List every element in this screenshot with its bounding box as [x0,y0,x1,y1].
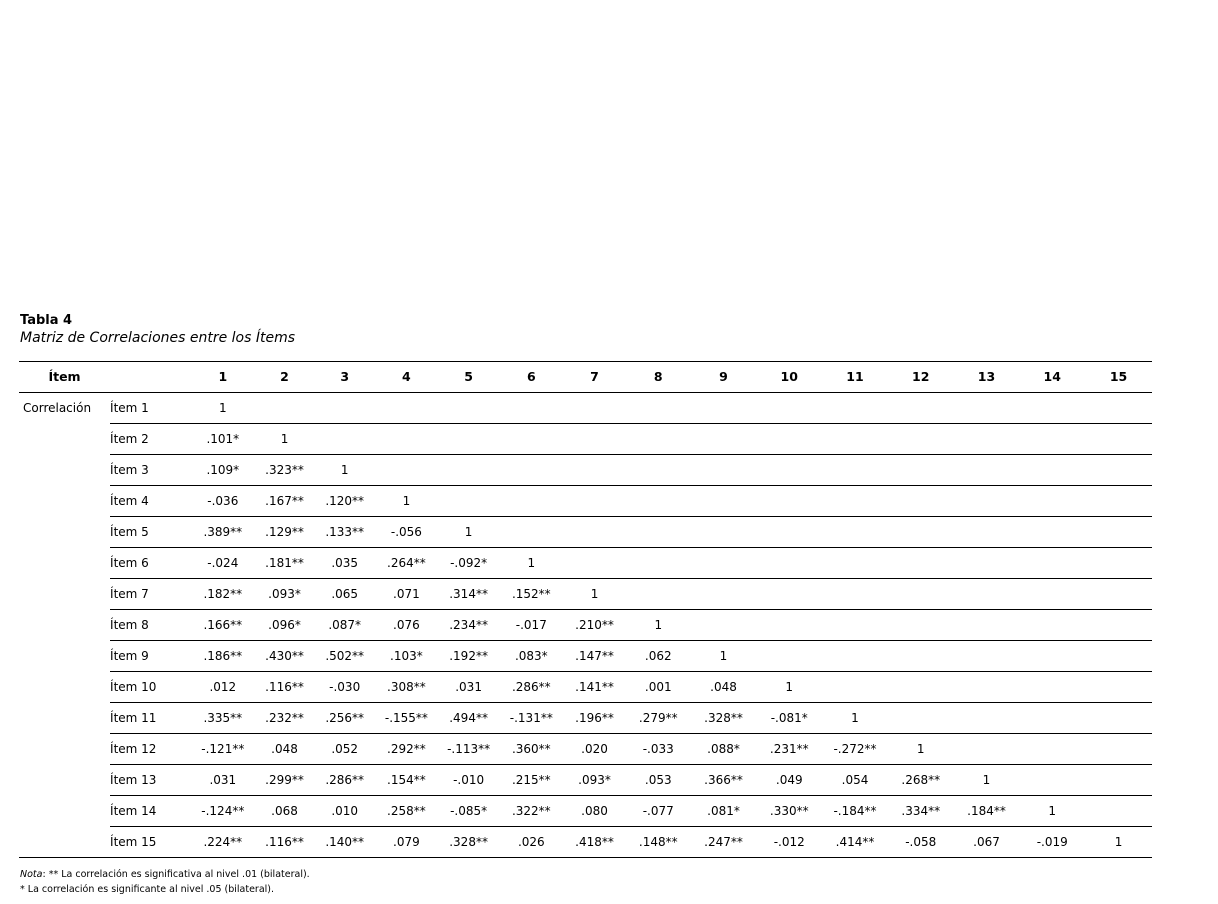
correlation-cell: .166** [191,610,255,641]
correlation-cell: .414** [822,827,888,858]
correlation-cell: .279** [626,703,691,734]
empty-cell [438,486,500,517]
correlation-cell: .053 [626,765,691,796]
table-row [19,765,1152,796]
empty-cell [822,424,888,455]
empty-cell [375,455,438,486]
empty-cell [1085,424,1152,455]
correlation-cell: .141** [563,672,626,703]
row-label: Ítem 6 [110,548,191,579]
correlation-cell: 1 [191,393,255,424]
row-label: Ítem 10 [110,672,191,703]
correlation-cell: 1 [888,734,954,765]
row-label: Ítem 14 [110,796,191,827]
correlation-cell: .328** [691,703,757,734]
empty-cell [756,455,822,486]
empty-cell [954,455,1020,486]
correlation-cell: -.113** [438,734,500,765]
empty-cell [888,672,954,703]
correlation-cell: 1 [438,517,500,548]
corner-header: Ítem [19,362,110,393]
empty-cell [314,393,375,424]
correlation-cell: .232** [255,703,315,734]
empty-cell [499,455,563,486]
correlation-cell: .182** [191,579,255,610]
nota-word: Nota [20,869,43,880]
correlation-cell: .215** [499,765,563,796]
empty-cell [1019,579,1085,610]
correlation-cell: .103* [375,641,438,672]
header-row [19,362,1152,393]
correlation-cell: .366** [691,765,757,796]
empty-cell [255,393,315,424]
empty-cell [954,579,1020,610]
empty-cell [1019,486,1085,517]
correlation-cell: .224** [191,827,255,858]
column-header-3: 3 [314,362,375,393]
correlation-cell: .268** [888,765,954,796]
empty-cell [822,486,888,517]
correlation-cell: .031 [191,765,255,796]
empty-cell [822,579,888,610]
correlation-cell: .264** [375,548,438,579]
correlation-cell: .062 [626,641,691,672]
correlation-cell: 1 [822,703,888,734]
correlation-cell: .148** [626,827,691,858]
empty-cell [1085,765,1152,796]
table-label: Tabla 4 [20,313,73,328]
correlation-cell: 1 [1085,827,1152,858]
row-label: Ítem 13 [110,765,191,796]
correlation-cell: .256** [314,703,375,734]
correlation-cell: .247** [691,827,757,858]
correlation-cell: -.058 [888,827,954,858]
empty-cell [954,548,1020,579]
correlation-cell: 1 [255,424,315,455]
empty-cell [822,672,888,703]
empty-cell [438,424,500,455]
correlation-cell: .140** [314,827,375,858]
table-header [19,362,1152,393]
empty-cell [499,393,563,424]
column-header-6: 6 [499,362,563,393]
correlation-cell: -.184** [822,796,888,827]
empty-cell [691,610,757,641]
correlation-cell: 1 [756,672,822,703]
empty-cell [888,424,954,455]
correlation-cell: 1 [1019,796,1085,827]
correlation-cell: .116** [255,672,315,703]
table-row [19,672,1152,703]
group-label: Correlación [19,393,110,858]
correlation-cell: .292** [375,734,438,765]
empty-cell [691,393,757,424]
correlation-cell: -.131** [499,703,563,734]
correlation-cell: .065 [314,579,375,610]
empty-cell [756,424,822,455]
empty-cell [888,548,954,579]
correlation-cell: .096* [255,610,315,641]
table-row [19,703,1152,734]
correlation-cell: .335** [191,703,255,734]
empty-cell [563,455,626,486]
row-label: Ítem 11 [110,703,191,734]
empty-cell [888,455,954,486]
correlation-cell: -.017 [499,610,563,641]
empty-cell [499,424,563,455]
table-row [19,424,1152,455]
correlation-cell: -.012 [756,827,822,858]
correlation-cell: .120** [314,486,375,517]
empty-cell [1019,703,1085,734]
correlation-cell: 1 [626,610,691,641]
empty-cell [626,579,691,610]
empty-cell [438,393,500,424]
empty-cell [954,517,1020,548]
correlation-cell: .334** [888,796,954,827]
correlation-cell: .067 [954,827,1020,858]
column-header-13: 13 [954,362,1020,393]
correlation-cell: .328** [438,827,500,858]
correlation-cell: .389** [191,517,255,548]
row-label: Ítem 5 [110,517,191,548]
row-label: Ítem 12 [110,734,191,765]
empty-cell [438,455,500,486]
correlation-cell: .087* [314,610,375,641]
table-row [19,393,1152,424]
empty-cell [1019,548,1085,579]
correlation-cell: .147** [563,641,626,672]
correlation-cell: -.155** [375,703,438,734]
empty-cell [822,455,888,486]
correlation-cell: 1 [954,765,1020,796]
correlation-cell: .322** [499,796,563,827]
empty-cell [626,486,691,517]
correlation-cell: .001 [626,672,691,703]
correlation-cell: .116** [255,827,315,858]
footnote-line-2: * La correlación es significante al nivel .05 (bilateral). [20,884,275,895]
empty-cell [1085,641,1152,672]
empty-cell [822,517,888,548]
row-label: Ítem 4 [110,486,191,517]
empty-cell [314,424,375,455]
empty-cell [1085,734,1152,765]
correlation-cell: .286** [314,765,375,796]
correlation-cell: .076 [375,610,438,641]
empty-cell [888,610,954,641]
empty-cell [1085,796,1152,827]
column-header-11: 11 [822,362,888,393]
correlation-cell: .360** [499,734,563,765]
column-header-10: 10 [756,362,822,393]
empty-cell [888,486,954,517]
correlation-cell: 1 [563,579,626,610]
empty-cell [563,548,626,579]
empty-cell [756,641,822,672]
column-header-9: 9 [691,362,757,393]
correlation-cell: .196** [563,703,626,734]
correlation-cell: .020 [563,734,626,765]
table-body [19,393,1152,858]
row-label: Ítem 9 [110,641,191,672]
correlation-cell: .167** [255,486,315,517]
empty-cell [954,610,1020,641]
correlation-cell: .133** [314,517,375,548]
correlation-cell: 1 [314,455,375,486]
empty-cell [822,610,888,641]
correlation-cell: 1 [375,486,438,517]
table-row [19,641,1152,672]
empty-cell [1019,424,1085,455]
correlation-cell: -.030 [314,672,375,703]
empty-cell [822,548,888,579]
correlation-cell: .093* [255,579,315,610]
correlation-cell: .048 [691,672,757,703]
empty-cell [1085,455,1152,486]
empty-cell [954,393,1020,424]
correlation-cell: .081* [691,796,757,827]
empty-cell [626,517,691,548]
correlation-cell: .502** [314,641,375,672]
empty-cell [756,486,822,517]
empty-cell [1019,455,1085,486]
row-label: Ítem 2 [110,424,191,455]
empty-cell [954,703,1020,734]
correlation-cell: -.092* [438,548,500,579]
empty-cell [888,393,954,424]
empty-cell [499,486,563,517]
empty-cell [1085,703,1152,734]
correlation-cell: .181** [255,548,315,579]
correlation-cell: .210** [563,610,626,641]
empty-cell [1085,672,1152,703]
table-row [19,486,1152,517]
empty-cell [954,486,1020,517]
column-header-4: 4 [375,362,438,393]
empty-cell [1085,579,1152,610]
table-row [19,827,1152,858]
correlation-cell: -.024 [191,548,255,579]
empty-cell [1019,610,1085,641]
correlation-cell: -.033 [626,734,691,765]
table-row [19,517,1152,548]
column-header-15: 15 [1085,362,1152,393]
column-header-5: 5 [438,362,500,393]
table-row [19,796,1152,827]
empty-cell [954,672,1020,703]
row-label: Ítem 1 [110,393,191,424]
table-caption [20,312,295,348]
correlation-cell: .101* [191,424,255,455]
table-row [19,610,1152,641]
correlation-cell: .152** [499,579,563,610]
empty-cell [954,424,1020,455]
empty-cell [954,734,1020,765]
correlation-cell: .234** [438,610,500,641]
correlation-matrix-table [19,361,1152,858]
correlation-cell: -.272** [822,734,888,765]
row-label: Ítem 3 [110,455,191,486]
correlation-cell: .323** [255,455,315,486]
empty-cell [888,517,954,548]
empty-cell [691,424,757,455]
row-label-header-blank [110,362,191,393]
empty-cell [563,486,626,517]
empty-cell [563,393,626,424]
column-header-2: 2 [255,362,315,393]
empty-cell [1085,548,1152,579]
correlation-cell: .052 [314,734,375,765]
empty-cell [822,393,888,424]
table-title: Matriz de Correlaciones entre los Ítems [20,330,296,346]
column-header-14: 14 [1019,362,1085,393]
table-row [19,548,1152,579]
empty-cell [375,393,438,424]
empty-cell [1019,517,1085,548]
correlation-cell: .012 [191,672,255,703]
correlation-cell: -.036 [191,486,255,517]
correlation-cell: .093* [563,765,626,796]
empty-cell [756,579,822,610]
empty-cell [1085,393,1152,424]
empty-cell [691,548,757,579]
empty-cell [691,579,757,610]
empty-cell [756,517,822,548]
empty-cell [1085,486,1152,517]
correlation-cell: .314** [438,579,500,610]
table-row [19,455,1152,486]
correlation-cell: -.077 [626,796,691,827]
correlation-cell: .286** [499,672,563,703]
column-header-12: 12 [888,362,954,393]
empty-cell [691,486,757,517]
empty-cell [1019,641,1085,672]
correlation-cell: .299** [255,765,315,796]
correlation-cell: .184** [954,796,1020,827]
empty-cell [626,548,691,579]
row-label: Ítem 7 [110,579,191,610]
correlation-cell: .494** [438,703,500,734]
correlation-cell: .418** [563,827,626,858]
empty-cell [1085,517,1152,548]
correlation-cell: .035 [314,548,375,579]
empty-cell [691,455,757,486]
empty-cell [1019,765,1085,796]
empty-cell [822,641,888,672]
correlation-cell: -.019 [1019,827,1085,858]
footnote-significance-01: : ** La correlación es significativa al nivel .01 (bilateral). [42,869,310,880]
empty-cell [375,424,438,455]
empty-cell [1019,672,1085,703]
empty-cell [563,517,626,548]
correlation-cell: .192** [438,641,500,672]
empty-cell [1019,734,1085,765]
correlation-cell: .088* [691,734,757,765]
correlation-cell: -.010 [438,765,500,796]
empty-cell [756,548,822,579]
empty-cell [626,393,691,424]
correlation-cell: -.056 [375,517,438,548]
empty-cell [1019,393,1085,424]
column-header-1: 1 [191,362,255,393]
correlation-cell: -.121** [191,734,255,765]
empty-cell [888,579,954,610]
empty-cell [563,424,626,455]
correlation-cell: .031 [438,672,500,703]
empty-cell [626,455,691,486]
empty-cell [691,517,757,548]
empty-cell [756,610,822,641]
correlation-cell: .430** [255,641,315,672]
correlation-cell: .071 [375,579,438,610]
correlation-cell: .109* [191,455,255,486]
correlation-cell: .330** [756,796,822,827]
table-row [19,579,1152,610]
correlation-cell: .010 [314,796,375,827]
correlation-cell: .080 [563,796,626,827]
correlation-cell: .308** [375,672,438,703]
correlation-cell: .068 [255,796,315,827]
empty-cell [1085,610,1152,641]
correlation-cell: -.085* [438,796,500,827]
correlation-cell: .129** [255,517,315,548]
correlation-cell: .048 [255,734,315,765]
correlation-cell: .186** [191,641,255,672]
column-header-7: 7 [563,362,626,393]
correlation-cell: 1 [691,641,757,672]
table-row [19,734,1152,765]
empty-cell [499,517,563,548]
correlation-cell: .079 [375,827,438,858]
correlation-cell: .258** [375,796,438,827]
empty-cell [626,424,691,455]
empty-cell [756,393,822,424]
correlation-cell: .231** [756,734,822,765]
correlation-cell: .049 [756,765,822,796]
correlation-cell: -.081* [756,703,822,734]
empty-cell [888,703,954,734]
correlation-cell: .054 [822,765,888,796]
correlation-cell: .154** [375,765,438,796]
table-footnote [20,867,310,897]
correlation-cell: -.124** [191,796,255,827]
empty-cell [888,641,954,672]
footnote-line-1 [20,867,310,882]
column-header-8: 8 [626,362,691,393]
empty-cell [954,641,1020,672]
correlation-cell: .083* [499,641,563,672]
row-label: Ítem 8 [110,610,191,641]
row-label: Ítem 15 [110,827,191,858]
correlation-cell: .026 [499,827,563,858]
correlation-cell: 1 [499,548,563,579]
